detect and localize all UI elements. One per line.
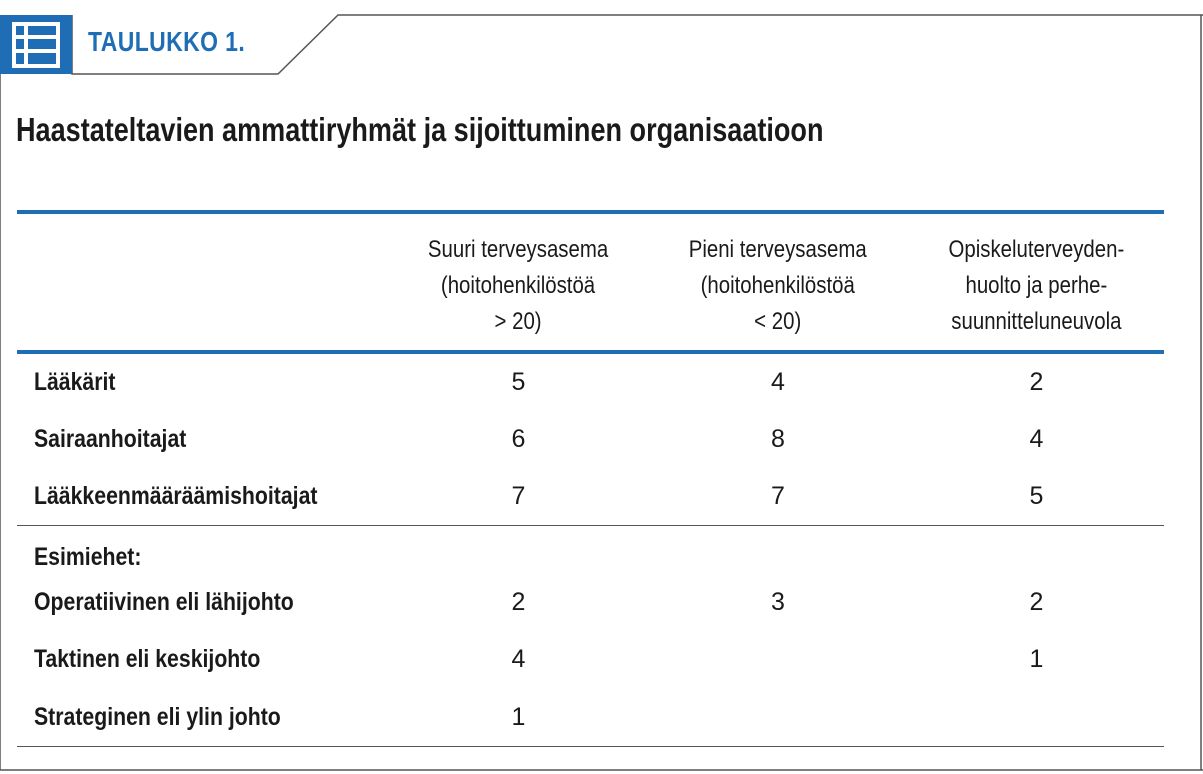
cell: 2 bbox=[511, 588, 526, 616]
cell: 2 bbox=[1029, 368, 1044, 396]
cell bbox=[647, 688, 909, 747]
cell: 4 bbox=[511, 645, 526, 673]
table-row bbox=[17, 574, 1164, 631]
data-table bbox=[17, 210, 1164, 747]
table-number-label: TAULUKKO 1. bbox=[88, 26, 246, 57]
column-header-student-health: Opiskeluterveyden- huolto ja perhe- suunnitteluneuvola bbox=[909, 214, 1164, 352]
cell: 1 bbox=[1029, 645, 1044, 673]
column-header-empty bbox=[17, 214, 390, 352]
table-row bbox=[17, 688, 1164, 747]
cell: 5 bbox=[511, 368, 526, 396]
group-header-row bbox=[17, 526, 1164, 575]
table-icon bbox=[0, 15, 72, 74]
table-row bbox=[17, 468, 1164, 526]
row-label: Strateginen eli ylin johto bbox=[34, 702, 281, 731]
table-title: Haastateltavien ammattiryhmät ja sijoittuminen organisaatioon bbox=[16, 111, 824, 148]
cell bbox=[647, 631, 909, 688]
row-label: Sairaanhoitajat bbox=[34, 425, 187, 453]
cell: 7 bbox=[771, 482, 785, 510]
cell: 1 bbox=[390, 688, 647, 747]
cell: 2 bbox=[1029, 588, 1044, 616]
cell: 7 bbox=[511, 482, 526, 510]
cell: 8 bbox=[771, 425, 785, 453]
cell: 5 bbox=[1029, 482, 1044, 510]
row-label: Taktinen eli keskijohto bbox=[34, 645, 261, 673]
cell bbox=[909, 688, 1164, 747]
cell: 4 bbox=[1029, 425, 1044, 453]
cell: 6 bbox=[511, 425, 526, 453]
group-label: Esimiehet: bbox=[34, 542, 142, 571]
table-row bbox=[17, 352, 1164, 411]
cell: 3 bbox=[771, 588, 785, 616]
header-row bbox=[17, 214, 1164, 352]
table-row bbox=[17, 411, 1164, 468]
row-label: Operatiivinen eli lähijohto bbox=[34, 588, 294, 616]
row-label: Lääkkeenmääräämishoitajat bbox=[34, 482, 318, 510]
table-row bbox=[17, 631, 1164, 688]
column-header-small-health-center: Pieni terveysasema (hoitohenkilöstöä < 20) bbox=[647, 214, 909, 352]
cell: 4 bbox=[771, 368, 785, 396]
row-label: Lääkärit bbox=[34, 368, 116, 396]
column-header-large-health-center: Suuri terveysasema (hoitohenkilöstöä > 20) bbox=[390, 214, 647, 352]
